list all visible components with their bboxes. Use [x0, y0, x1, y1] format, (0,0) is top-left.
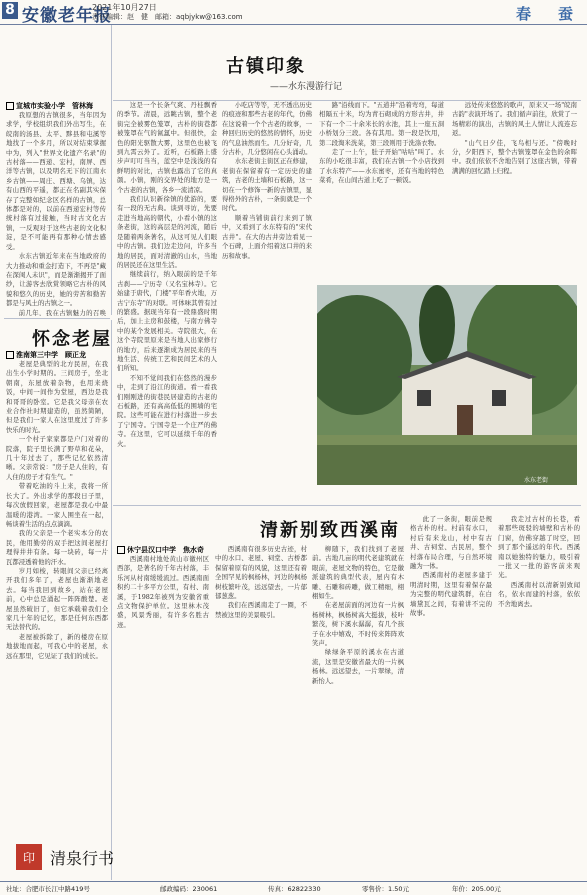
paragraph: 路"沿线而下。"五道井"沿着弯弯，每道相隔五十米，均为青石砌成的方形古井，井下有一个二十余米长的水池，其上一座五洞小桥划分三段。各有其用。第一段是饮用，第二段淘米洗菜，第三段则用于洗涤衣物。: [319, 101, 444, 147]
article-title-xixinan: 清新别致西溪南: [260, 520, 400, 541]
paragraph: 我的父亲是一个老实本分的农民，他用勤劳的双手把这间老屋打理得井井有条。每一块砖，每一片瓦都浸透着他的汗水。: [6, 529, 108, 566]
issue-date: 2021年10月27日: [92, 3, 157, 12]
article2-column: [6, 350, 108, 830]
logo-text: 清泉行书: [50, 849, 115, 868]
paragraph: 我们在西溪南走了一圈，不禁被这里的美景吸引。: [215, 601, 307, 619]
article-subtitle: ——水东漫游行记: [270, 82, 343, 92]
article2-author: [6, 350, 108, 360]
article1-column-1: [6, 101, 106, 316]
article-photo: [317, 285, 577, 485]
paragraph: 不知不觉间我们在悠然的漫步中，走到了沿江的街道。看一看我们刚刚进的街巷民居建造的古老的石板路，还有高高低低的围墙的宅院。这些可能在进行村落进一步去了宁国寺。宁国寺是一个庄严的佛寺。在这里，它可以延续千年的香火。: [117, 373, 217, 448]
paragraph: 绿绿条平原的溪水在古道流，这里是安徽省最大的一片枫杨林。远远望去，一片翠绿，清新怡人。: [312, 648, 404, 685]
old-house-photo: [317, 285, 577, 485]
divider: [4, 318, 110, 319]
article3-author: [117, 545, 209, 555]
author-name: 休宁县汉口中学 焦水奇: [127, 546, 204, 554]
article-title-ancient-town: 古镇印象: [226, 56, 306, 77]
paragraph: 前几年，我在古镇魅力的召唤: [18, 308, 106, 316]
bullet-square-icon: [6, 102, 14, 110]
bullet-square-icon: [6, 351, 14, 359]
paragraph: 西溪南村地处黄山市徽州区西部，是著名的千年古村落，丰乐河从村南缓缓流过。西溪南面积约二十多平方公里，有村、南溪，于1982年被列为安徽省重点文物保护单位。这里林木茂盛，风景秀丽，有许多名胜古迹。: [117, 555, 209, 629]
page-number: 8: [2, 2, 18, 19]
paragraph: 我原想的古镇很多，当年因为求学，学校组织我们外出写生，在皖南的汤县、太平、黟县和屯溪等地找了一个多月，所以对结束掌握中为，列入"世界文化遗产名录"的古村落——西递、宏村，南屏、西洋等古镇，以及明名无下的江南水乡古镇——周庄、西塘、乌镇，达有山西的平遥，都正在名副其实保存了完整如纪念区名样的古镇，总体都是对的，以前在西递宏村等传统村落有过接触，当时古文化古镇，一反观对于这些古老的文化积淀，是不可能再有那种心情去感受。: [6, 111, 106, 251]
paragraph: 顺着当铺街前行来到了镇中，又看到了水东特有的"宋代古井"。在大的古井旁边看见一个石碑，上面介绍着这口井的来历和故事。: [222, 213, 312, 260]
paragraph: 此了一条街，眼前是规格古朴的村。村前有水口，村后有来龙山，村中有古井、古祠堂、古民居，整个村落布局合理，与自然环境融为一体。: [410, 515, 492, 571]
paragraph: 带着吃油的斗上来，我将一所长大了。外出求学的那段日子里，每次放假回家，老屋都是我心中最温暖的港湾。一家人围坐在一起，畅谈着生活的点点滴滴。: [6, 482, 108, 528]
paragraph: 水东古镇近年来在当地政府的大力推动和重金打造下，不再是"藏在深闺人未识"，而是渐渐揭开了面纱，让游客去欣赏领略它古朴的风貌和悠久的历史，她的劳苦和勤苦都是与风土的古镇之一。: [6, 252, 106, 308]
article1-column-4: [319, 101, 577, 283]
paragraph: 这是一个长条气爽、丹桂飘香的季节。清晨，远眺古镇，整个老街完全被雾色笼罩，古朴的街巷都被笼罩在气的氤氲中。但很快，金色的阳光驱散大雾，这里色也被飞到九霄云外了。近听，石板路上盛步声叮叮当当，蓝空中是浅浅的有鲜明的对比，古镇也露出了它的真颜。小镇，刚的交界处的地方是一个古老的古镇，各乡一流清凉。: [117, 101, 217, 194]
column-rule: [111, 25, 112, 315]
article1-column-2: [117, 101, 217, 506]
footer-price: 零售价：1.50元: [362, 885, 409, 893]
page-header: [0, 0, 587, 25]
paragraph: 西溪南村的老屋多建于明清时期，这里有着保存最为完整的明代建筑群，在白墙黛瓦之间，有着讲不完的故事。: [410, 571, 492, 618]
svg-text:印: 印: [22, 851, 36, 865]
paragraph: 西溪南村以清新别致闻名，依水而建的村落，依依不舍地离去。: [498, 580, 580, 608]
paragraph: 老屋被拆除了，新的楼房在原地拔地而起，可我心中的老屋，永远在那里，它见证了我们的成长。: [6, 632, 108, 660]
article3-column-2: [312, 545, 404, 875]
paragraph: 老屋是典型的北方民居，在我出生小学时期的。三间房子，坐北朝南，东屋放着杂物，也用来烧饭，中间一间作为堂屋，西边是我和哥哥的卧室。它是我父母亲在农业合作社时期建造的，虽然简陋，但是我们一家人在这里度过了许多快乐的时光。: [6, 360, 108, 434]
paragraph: 走了一上午，肚子开始"咕咕"叫了。水东的小吃很丰富，我们在古镇一个小店找到了水东特产——水东蜜枣，还有当地的特色菜肴，在山间古道上吃了一顿饭。: [319, 148, 444, 185]
paragraph: 柳随下，我们找到了老屋前。古地几亩的明代老建筑就在眼前，老屋文物的特色，它是徽派建筑的典型代表，屋内有木雕、石雕和砖雕，做工精细，栩栩如生。: [312, 545, 404, 601]
author-name: 淮南第三中学 顾正龙: [16, 351, 86, 359]
article3-column-1: [117, 545, 307, 875]
paragraph: 一个村子家家都是户门对着的院落，院子里长满了野草和花朵，几十年过去了，那些记忆依然清晰。父亲常说："房子是人住的，有人住的房子才有生气。": [6, 435, 108, 481]
divider: [113, 505, 581, 506]
paragraph: 继续前行，纳入眼前的是千年古刹——宁历寺（又名宝林寺）。它始建于唐代，门楼"平年香火地，万古宁东寺"的对联。可体味其曾有过的繁盛。据现当年有一段鼎盛时期后，加上主房和鼓楼，与南方佛寺中的某个发展相关。寺院很大，在这个寺院里原来是当地人出家修行的地方，后来逐渐成为居民来的当地生活、传统工艺和民间艺术的人们所知。: [117, 270, 217, 373]
footer-annual: 年价：205.00元: [452, 885, 501, 893]
footer-postcode: 邮政编码：230061: [160, 885, 218, 893]
footer-phone: 传真：62822330: [268, 885, 321, 893]
footer-address: 社址：合肥市长江中路419号: [6, 885, 90, 893]
column-rule: [111, 320, 112, 880]
article1-author: [6, 101, 106, 111]
calligraphy-logo: [14, 840, 184, 874]
paragraph: 小吃店等等，无不透出历史的痕迹和那些古老的年代，仿佛在这说着一个个古老的故事，一种回归历史的悠然的情怀，历史的气息油然而生。几分好奇，几分古朴，几分悠闲在心头涌动。: [222, 101, 312, 157]
masthead: 安徽老年报: [22, 6, 112, 26]
article3-column-3: [410, 515, 580, 875]
author-name: 宣城市实验小学 管林海: [16, 102, 93, 110]
paragraph: 远处传来悠悠的歌声，原来又一场"皖南古韵"表演开场了。我们循声前往，欣赏了一场精彩的演出，古镇的风土人情让人流连忘返。: [452, 101, 577, 138]
paragraph: 我走过古村的长巷，看着那些斑驳的墙壁和古朴的门窗，仿佛穿越了时空，回到了那个遥远的年代。西溪南以她独特的魅力，吸引着一批又一批的游客前来观光。: [498, 515, 580, 580]
article-title-old-house: 怀念老屋: [32, 329, 112, 350]
article1-column-3: [222, 101, 312, 283]
photo-caption: 水东老街: [524, 477, 549, 484]
paragraph: 在老屋前面的河边有一片枫杨树林，枫杨树高大挺拔，枝叶繁茂，树下溪水潺潺，有几个孩子在水中嬉戏，不时传来阵阵欢笑声。: [312, 601, 404, 648]
page-footer: [0, 881, 587, 895]
editor-info: 责任编辑：赵 健 邮箱：aqbjykw@163.com: [92, 13, 243, 21]
paragraph: 岁月如梭，转眼间父亲已经离开我们多年了，老屋也渐渐地老去。每当我回到故乡，站在老屋前，心中总是涌起一阵阵酸楚。老屋虽然破旧了，但它承载着我们全家几十年的记忆，那是任何东西都无法替代的。: [6, 566, 108, 632]
paragraph: 我们认识新徐镇的优游的，要有一段的无古典。谈到寻访，先要走进当地高的朝代，小看小镇的这条老街，这的高层是的河流，随后是随着两条著名，从这可见人们眼中的古镇。我们边走边问，许多当地的居民，面对清澈的山水，当地的居民还在这里生活。: [117, 195, 217, 269]
bullet-square-icon: [117, 546, 125, 554]
paragraph: 水东老街主街区正在修建，老街在保留着有一定历史的建筑，古老的土墙和石板路，这一切在一个修饰一新的古镇里，显得格外的古朴，一条街就是一个时代。: [222, 157, 312, 213]
paragraph: "山气日夕佳，飞鸟相与还。"傍晚时分，夕阳西下，整个古镇笼罩在金色的余晖中。我们依依不舍地告别了这座古镇，带着满满的回忆踏上归程。: [452, 138, 577, 175]
paragraph: 西溪南有很多历史古迹，村中的水口、老屋、祠堂、古桥都保留着原有的风貌，这里还有着全国罕见的枫杨林，河边的枫杨树枝繁叶茂，远远望去，一片郁郁葱葱。: [215, 545, 307, 601]
section-name: 春 蚕: [515, 5, 579, 23]
